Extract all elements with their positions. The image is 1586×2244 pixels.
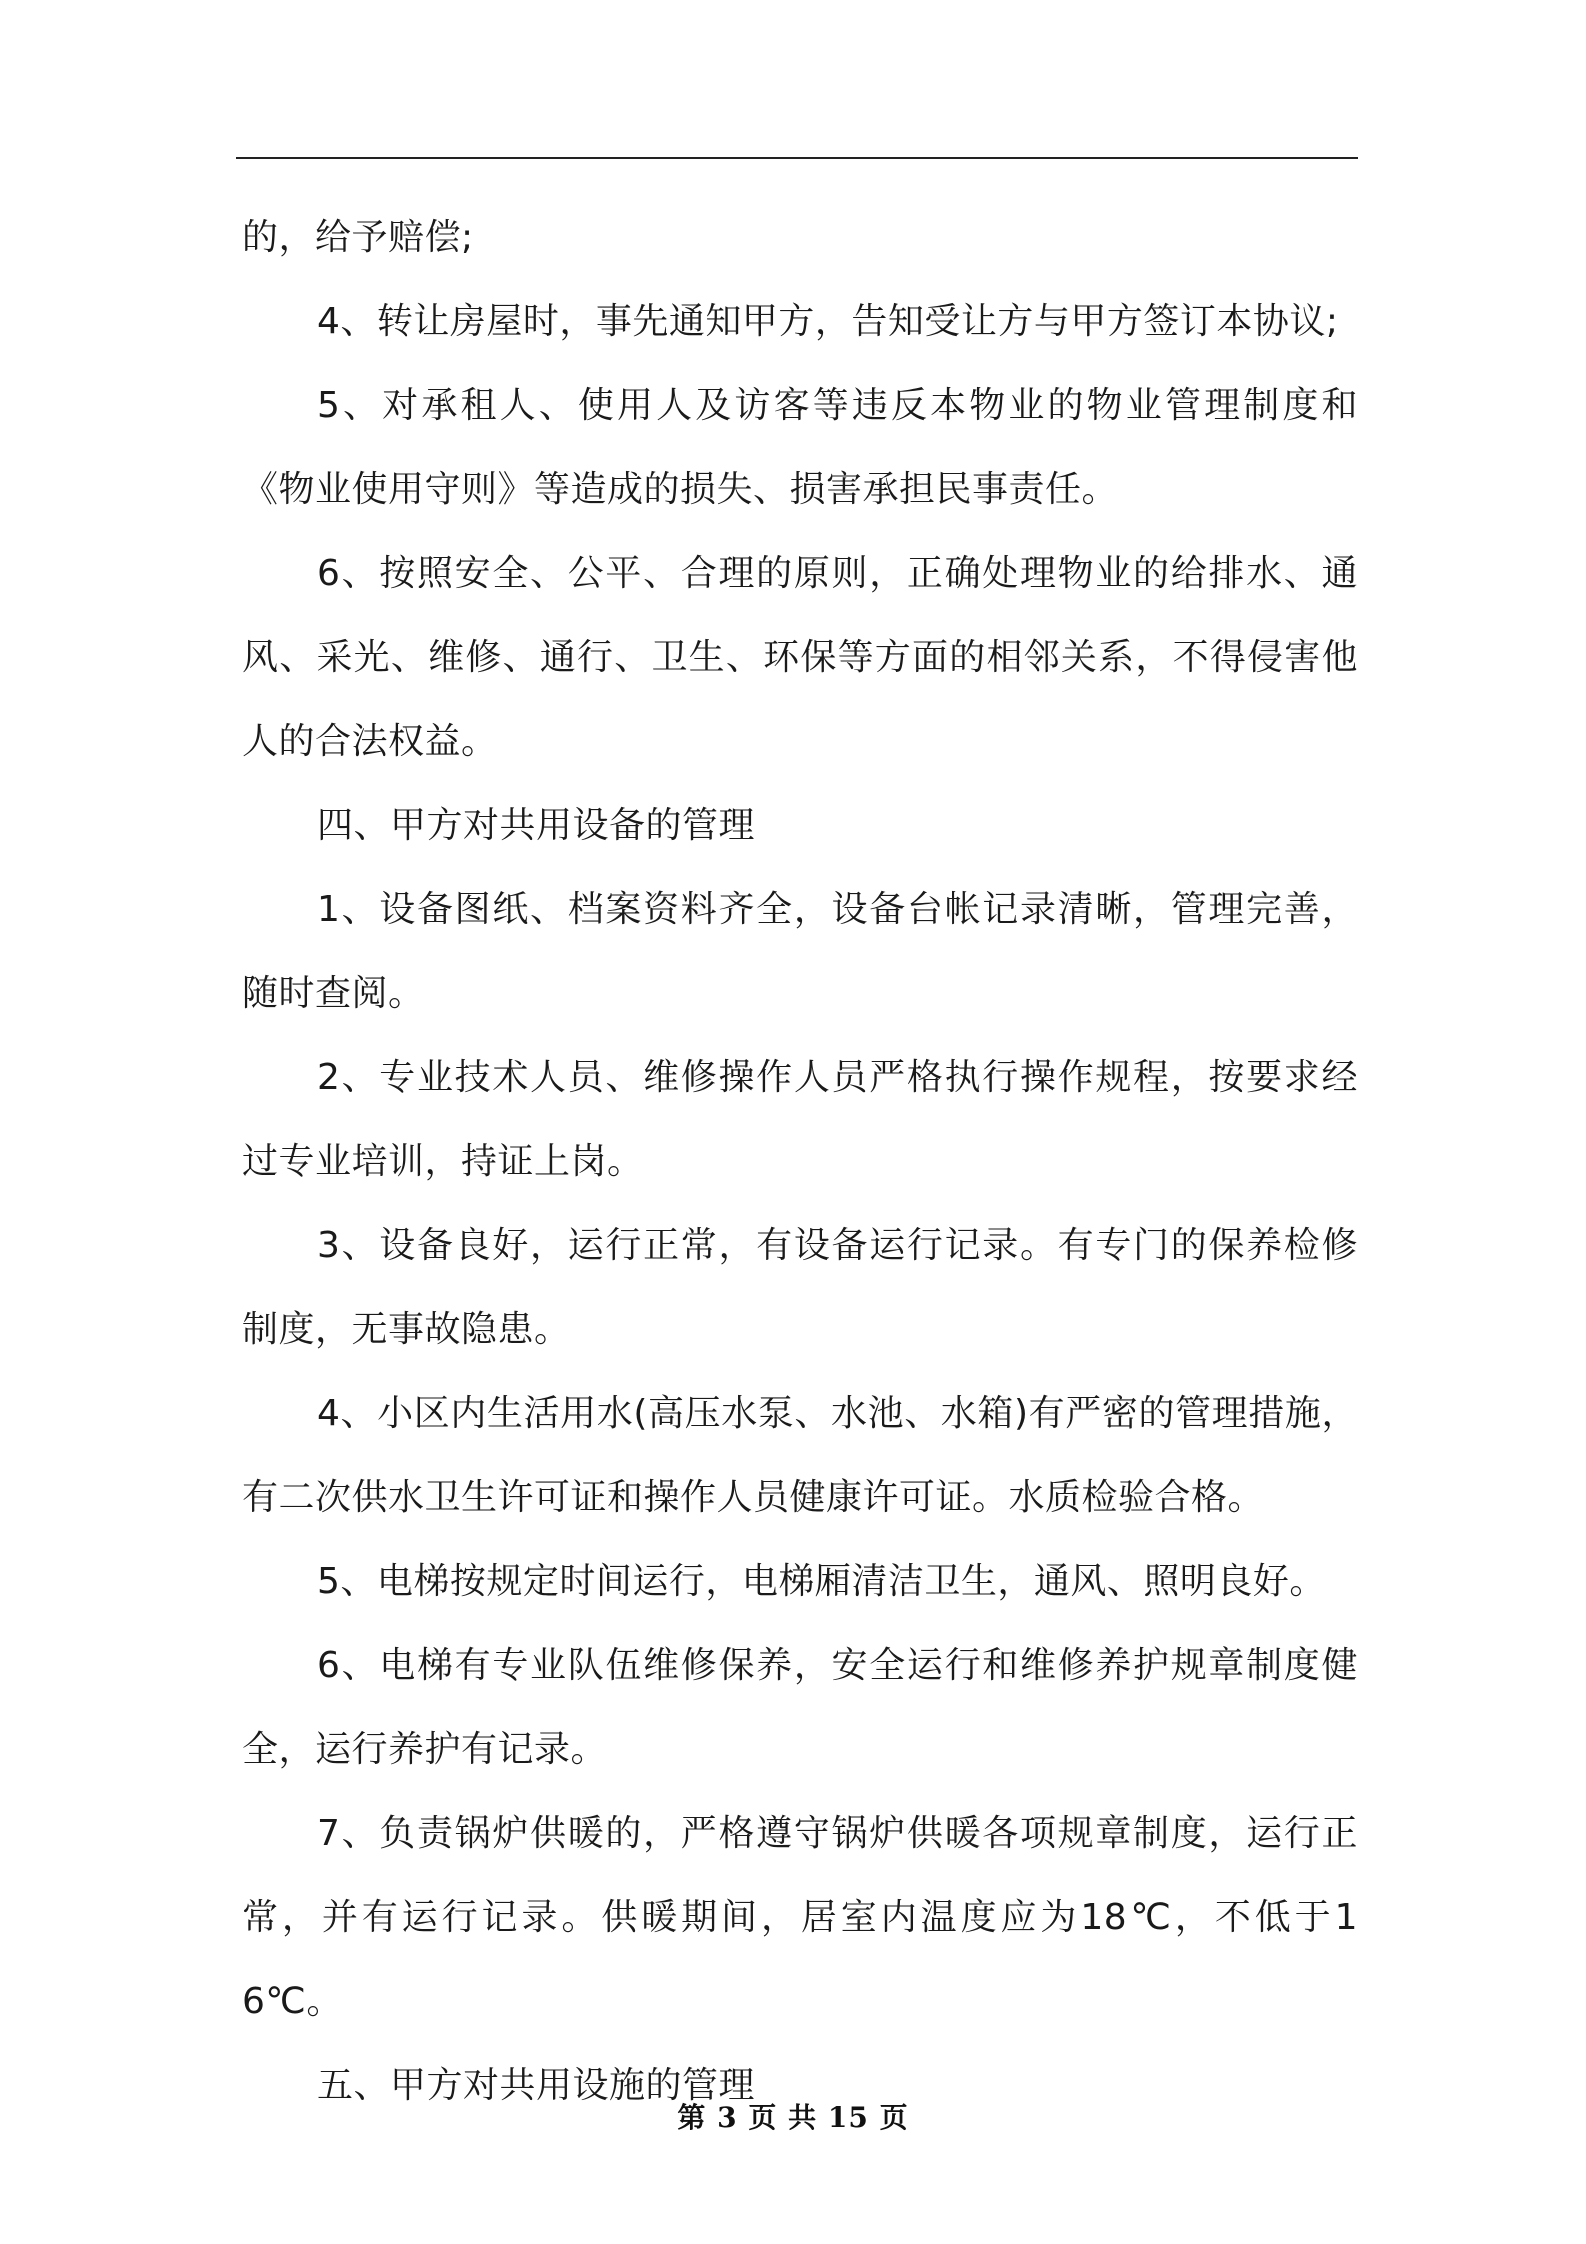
section-heading: 五、甲方对共用设施的管理 [317,2065,756,2106]
paragraph: 5、电梯按规定时间运行，电梯厢清洁卫生，通风、照明良好。 [317,1561,1326,1602]
paragraph: 7、负责锅炉供暖的，严格遵守锅炉供暖各项规章制度，运行正常，并有运行记录。供暖期间，居室内温度应为18℃，不低于16℃。 [242,1813,1358,2022]
body-text [242,196,1358,2128]
paragraph: 的，给予赔偿; [242,217,474,258]
paragraph: 3、设备良好，运行正常，有设备运行记录。有专门的保养检修制度，无事故隐患。 [242,1225,1358,1350]
paragraph: 4、小区内生活用水(高压水泵、水池、水箱)有严密的管理措施，有二次供水卫生许可证和操作人员健康许可证。水质检验合格。 [242,1393,1358,1518]
paragraph: 4、转让房屋时，事先通知甲方，告知受让方与甲方签订本协议; [317,301,1339,342]
section-heading: 四、甲方对共用设备的管理 [317,805,756,846]
paragraph: 6、按照安全、公平、合理的原则，正确处理物业的给排水、通风、采光、维修、通行、卫生、环保等方面的相邻关系，不得侵害他人的合法权益。 [242,553,1358,762]
paragraph: 6、电梯有专业队伍维修保养，安全运行和维修养护规章制度健全，运行养护有记录。 [242,1645,1358,1770]
page-number-footer: 第 3 页 共 15 页 [677,2101,909,2134]
header-rule [236,157,1358,159]
paragraph: 5、对承租人、使用人及访客等违反本物业的物业管理制度和《物业使用守则》等造成的损失、损害承担民事责任。 [242,385,1358,510]
paragraph: 1、设备图纸、档案资料齐全，设备台帐记录清晰，管理完善，随时查阅。 [242,889,1358,1014]
paragraph: 2、专业技术人员、维修操作人员严格执行操作规程，按要求经过专业培训，持证上岗。 [242,1057,1358,1182]
